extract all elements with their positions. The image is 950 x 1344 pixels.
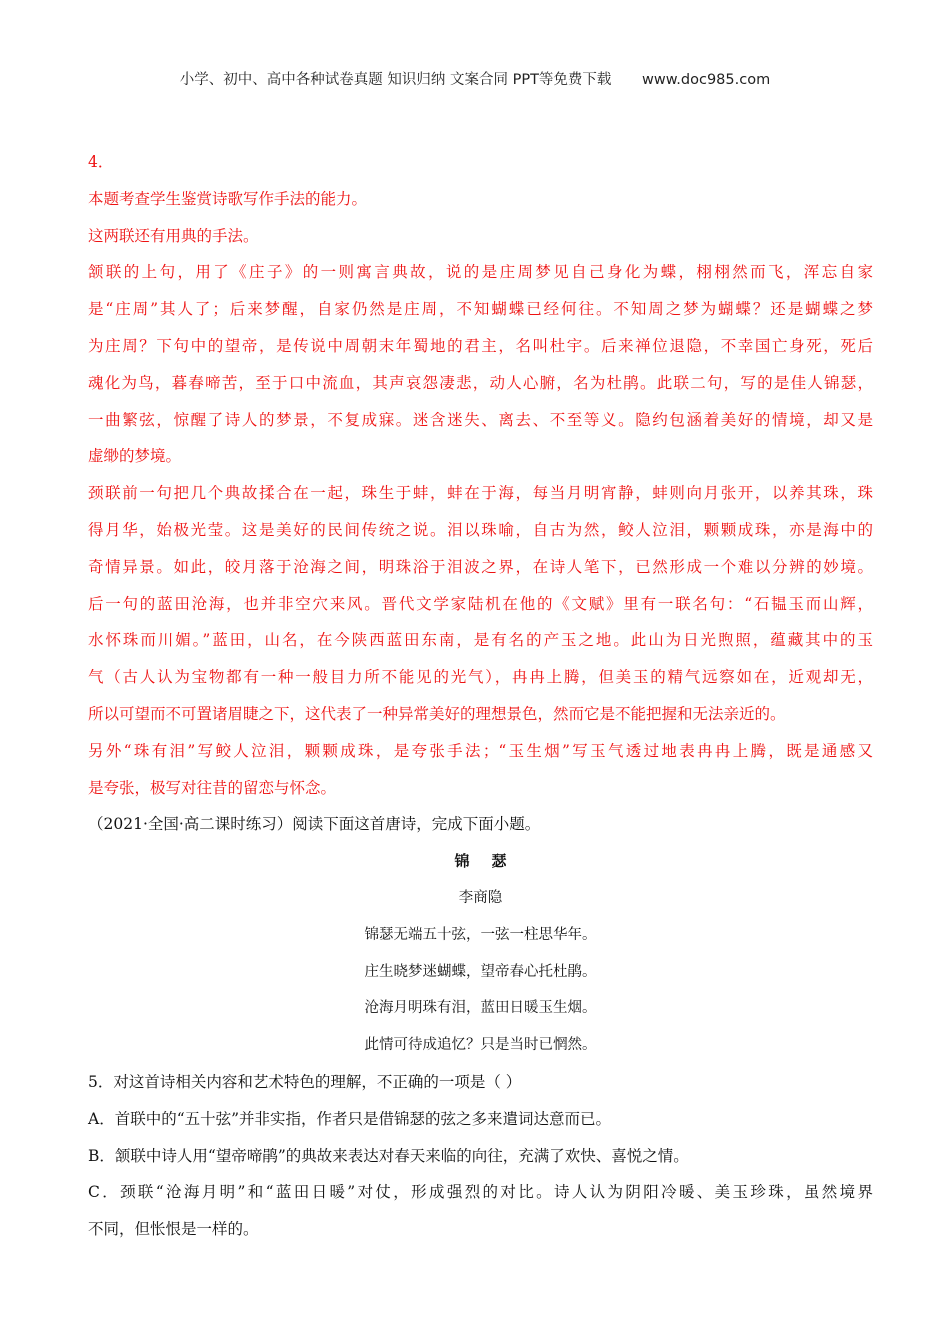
option-c-continued: 不同，但怅恨是一样的。 bbox=[88, 1220, 259, 1239]
question-text: 对这首诗相关内容和艺术特色的理解，不正确的一项是（ ） bbox=[113, 1072, 522, 1091]
page-header bbox=[0, 68, 950, 89]
answer-line: 这两联还有用典的手法。 bbox=[88, 226, 259, 245]
header-url[interactable]: www.doc985.com bbox=[642, 72, 771, 88]
answer-line: 所以可望而不可置诸眉睫之下，这代表了一种异常美好的理想景色，然而它是不能把握和无法亲近的。 bbox=[88, 704, 786, 723]
answer-number: 4． bbox=[88, 153, 114, 171]
answer-line: 魂化为鸟，暮春啼苦，至于口中流血，其声哀怨凄悲，动人心腑，名为杜鹃。此联二句，写的是佳人锦瑟， bbox=[88, 373, 873, 392]
answer-line: 奇情异景。如此，皎月落于沧海之间，明珠浴于泪波之界，在诗人笔下，已然形成一个难以分辨的妙境。 bbox=[88, 557, 873, 576]
answer-line: 本题考查学生鉴赏诗歌写作手法的能力。 bbox=[88, 189, 368, 208]
answer-line: 颈联前一句把几个典故揉合在一起，珠生于蚌，蚌在于海，每当月明宵静，蚌则向月张开，以养其珠，珠 bbox=[88, 484, 873, 503]
option-b: B．颔联中诗人用“望帝啼鹃”的典故来表达对春天来临的向往，充满了欢快、喜悦之情。 bbox=[88, 1146, 689, 1165]
question-number: 5． bbox=[88, 1072, 114, 1091]
poem-line: 此情可待成追忆？只是当时已惘然。 bbox=[364, 1037, 597, 1054]
answer-line: 为庄周？下句中的望帝，是传说中周朝末年蜀地的君主，名叫杜宇。后来禅位退隐，不幸国亡身死，死后 bbox=[88, 336, 873, 355]
answer-line: 得月华，始极光莹。这是美好的民间传统之说。泪以珠喻，自古为然，鲛人泣泪，颗颗成珠，亦是海中的 bbox=[88, 520, 873, 539]
answer-line: 是夸张，极写对往昔的留恋与怀念。 bbox=[88, 778, 337, 797]
answer-line: 另外“珠有泪”写鲛人泣泪，颗颗成珠，是夸张手法；“玉生烟”写玉气透过地表冉冉上腾，既是通感又 bbox=[88, 741, 873, 760]
poem-line: 沧海月明珠有泪，蓝田日暖玉生烟。 bbox=[364, 1000, 597, 1017]
poem-title: 锦瑟 bbox=[454, 852, 529, 871]
answer-line: 水怀珠而川媚。”蓝田，山名，在今陕西蓝田东南，是有名的产玉之地。此山为日光煦照，蕴藏其中的玉 bbox=[88, 631, 873, 650]
answer-line: 是“庄周”其人了；后来梦醒，自家仍然是庄周，不知蝴蝶已经何往。不知周之梦为蝴蝶？还是蝴蝶之梦 bbox=[88, 300, 873, 319]
option-c: C．颈联“沧海月明”和“蓝田日暖”对仗，形成强烈的对比。诗人认为阴阳冷暖、美玉珍珠，虽然境界 bbox=[88, 1183, 873, 1202]
answer-line: 虚缈的梦境。 bbox=[88, 447, 182, 466]
poem-line: 庄生晓梦迷蝴蝶，望帝春心托杜鹃。 bbox=[364, 963, 597, 980]
option-a: A．首联中的“五十弦”并非实指，作者只是借锦瑟的弦之多来遣词达意而已。 bbox=[88, 1109, 612, 1128]
header-text: 小学、初中、高中各种试卷真题 知识归纳 文案合同 PPT等免费下载 bbox=[179, 72, 612, 88]
reading-intro: （2021·全国·高二课时练习）阅读下面这首唐诗，完成下面小题。 bbox=[88, 815, 541, 834]
question-stem bbox=[88, 1064, 873, 1101]
answer-line: 颔联的上句，用了《庄子》的一则寓言典故，说的是庄周梦见自己身化为蝶，栩栩然而飞，浑忘自家 bbox=[88, 263, 873, 282]
document-body bbox=[88, 144, 873, 1248]
answer-line: 气（古人认为宝物都有一种一般目力所不能见的光气），冉冉上腾，但美玉的精气远察如在，近观却无， bbox=[88, 668, 873, 687]
answer-line: 后一句的蓝田沧海，也并非空穴来风。晋代文学家陆机在他的《文赋》里有一联名句：“石韫玉而山辉， bbox=[88, 594, 873, 613]
poem-author: 李商隐 bbox=[458, 889, 503, 906]
answer-line: 一曲繁弦，惊醒了诗人的梦景，不复成寐。迷含迷失、离去、不至等义。隐约包涵着美好的情境，却又是 bbox=[88, 410, 873, 429]
poem-line: 锦瑟无端五十弦，一弦一柱思华年。 bbox=[364, 926, 597, 943]
